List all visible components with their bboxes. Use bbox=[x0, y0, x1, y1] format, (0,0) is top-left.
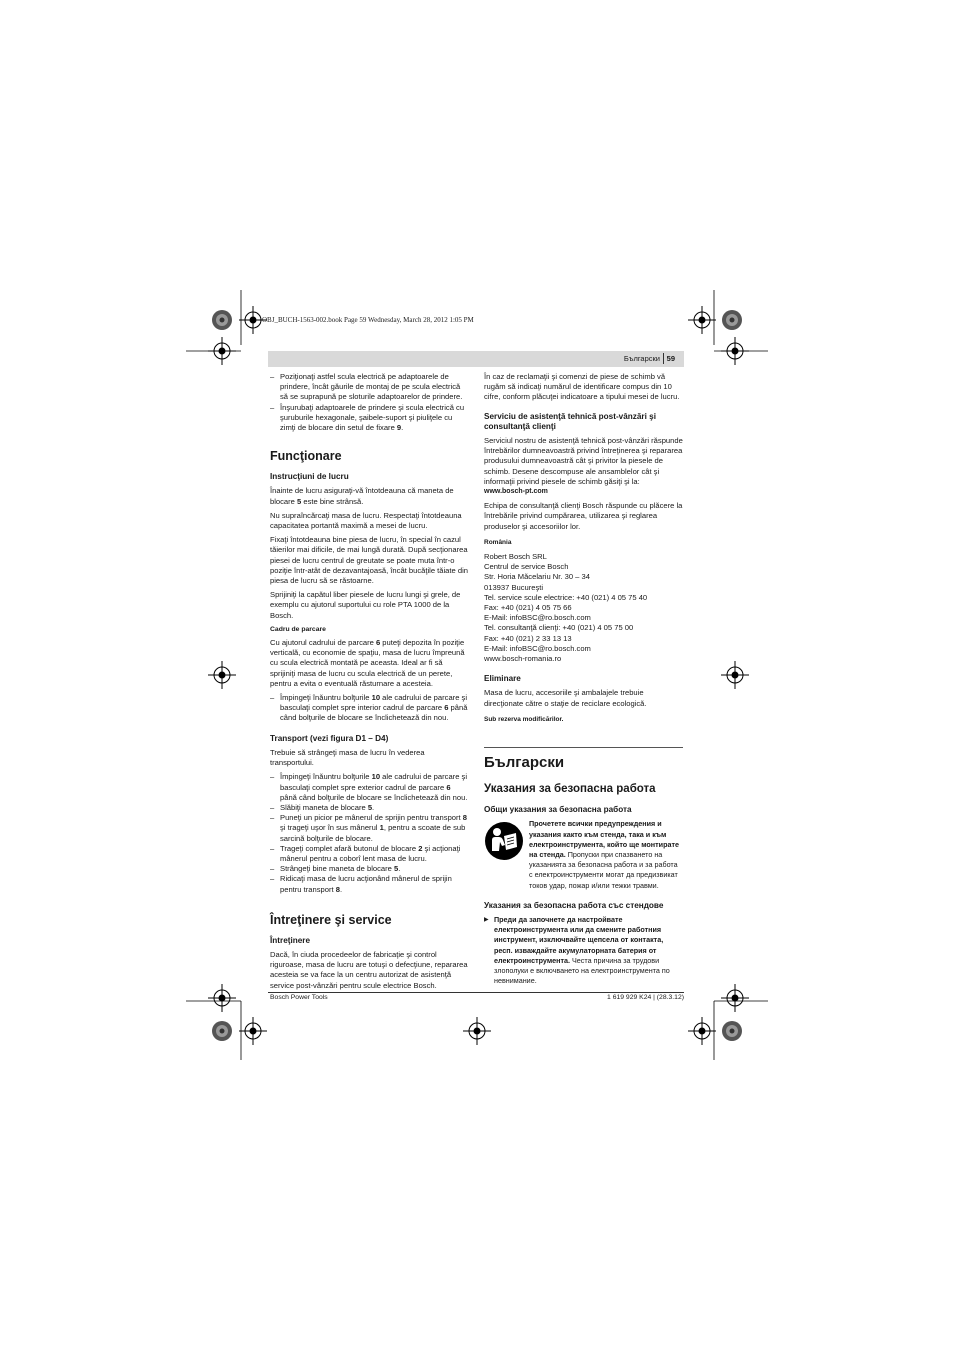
heading-romania: România bbox=[484, 538, 512, 546]
list-item: – Împingeţi înăuntru bolţurile 10 ale cadrului de parcare şi basculaţi complet spre exterior cadrul de parcare 6 până când bolţurile de blocare se înclichetează din nou. bbox=[270, 772, 469, 803]
warning-bold-text: Прочетете всички предупреждения и указания както към стенда, така и към електроинструмента, който ще монтирате на стенда. bbox=[529, 819, 679, 859]
heading-stendove: Указания за безопасна работа със стендове bbox=[484, 900, 664, 910]
book-info: OBJ_BUCH-1563-002.book Page 59 Wednesday, March 28, 2012 1:05 PM bbox=[262, 316, 474, 324]
address-line: Robert Bosch SRL bbox=[484, 552, 547, 562]
address-line: E-Mail: infoBSC@ro.bosch.com bbox=[484, 613, 591, 623]
address-line: Tel. service scule electrice: +40 (021) 4 05 75 40 bbox=[484, 592, 648, 602]
paragraph: Dacă, în ciuda procedeelor de fabricaţie şi control riguroase, masa de lucru are totuşi o defecţiune, repararea acesteia se va face la un centru autorizat de asistenţă service post-vânzări pentru scule electrice Bosch. bbox=[270, 949, 468, 990]
address-line: Centrul de service Bosch bbox=[484, 562, 569, 572]
bosch-pt-link[interactable]: www.bosch-pt.com bbox=[484, 488, 548, 496]
heading-instructiuni: Instrucţiuni de lucru bbox=[270, 472, 349, 482]
header-language: Български bbox=[623, 354, 660, 363]
right-column bbox=[484, 372, 683, 986]
paragraph: Cu ajutorul cadrului de parcare 6 puteţi depozita în poziţie verticală, cu economie de spaţiu, masa de lucru împreună cu scula electrică montată pe aceasta. Ideal ar fi să sprijiniţi masa de lucru cu scula electrică de un perete, pentru a evita o eventuală răsturnare a acesteia. bbox=[270, 638, 465, 688]
heading-obshti: Общи указания за безопасна работа bbox=[484, 805, 632, 815]
footer-doc-code: 1 619 929 K24 | (28.3.12) bbox=[607, 994, 684, 1001]
header-separator bbox=[663, 353, 664, 364]
footer-rule bbox=[268, 992, 684, 993]
list-item: – Slăbiţi maneta de blocare 5. bbox=[270, 803, 469, 813]
address-line: www.bosch-romania.ro bbox=[484, 654, 562, 664]
heading-bulgarian: Български bbox=[484, 754, 565, 772]
address-line: 013937 Bucureşti bbox=[484, 582, 544, 592]
list-item: – Puneţi un picior pe mânerul de sprijin pentru transport 8 şi trageţi uşor în sus mânerul 1, pentru a scoate de sub sarcină bolţurile de blocare. bbox=[270, 813, 469, 844]
section-divider bbox=[484, 747, 683, 748]
heading-intretinere: Întreţinere bbox=[270, 935, 311, 945]
sub-rezerva-note: Sub rezerva modificărilor. bbox=[484, 715, 564, 723]
heading-eliminare: Eliminare bbox=[484, 674, 521, 684]
warning-text: Пропуски при спазването на указанията за безопасна работа и за работа с електроинструменти могат да предизвикат токов удар, пожар и/или тежки травми. bbox=[529, 849, 678, 890]
list-item: – Împingeţi înăuntru bolţurile 10 ale cadrului de parcare şi basculaţi complet spre interior cadrul de parcare 6 până când bolţurile de blocare se înclichetează din nou. bbox=[270, 693, 469, 724]
address-line: Fax: +40 (021) 2 33 13 13 bbox=[484, 633, 572, 643]
page-number: 59 bbox=[666, 354, 675, 363]
address-line: Str. Horia Măcelariu Nr. 30 – 34 bbox=[484, 572, 590, 582]
paragraph: În caz de reclamaţii şi comenzi de piese de schimb vă rugăm să indicaţi numărul de identificare compus din 10 cifre, conform plăcuţei indicatoare a tipului mesei de lucru. bbox=[484, 372, 680, 402]
read-manual-icon bbox=[484, 821, 524, 861]
list-item: – Strângeţi bine maneta de blocare 5. bbox=[270, 864, 469, 874]
address-line: E-Mail: infoBSC@ro.bosch.com bbox=[484, 643, 591, 653]
left-column bbox=[270, 372, 469, 995]
list-item: – Ridicaţi masa de lucru acţionând mânerul de sprijin pentru transport 8. bbox=[270, 874, 469, 894]
paragraph: Echipa de consultanţă clienţi Bosch răspunde cu plăcere la întrebările privind cumpărarea, utilizarea şi reglarea produselor şi accesoriilor lor. bbox=[484, 501, 683, 531]
paragraph: Înainte de lucru asiguraţi-vă întotdeauna că maneta de blocare 5 este bine strânsă. bbox=[270, 486, 454, 506]
heading-transport: Transport (vezi figura D1 – D4) bbox=[270, 733, 389, 743]
paragraph: Serviciul nostru de asistenţă tehnică post-vânzări răspunde întrebărilor dumneavoastră privind întreţinerea şi repararea produsului dumneavoastră cât şi privitor la piesele de schimb. Desene descompuse ale ansamblelor cât şi informaţii privind piesele de schimb găsiţi şi la: bbox=[484, 436, 683, 486]
heading-serviciu: Serviciu de asistenţă tehnică post-vânzări şi consultanţă clienţi bbox=[484, 411, 657, 431]
footer-brand: Bosch Power Tools bbox=[270, 994, 328, 1001]
paragraph: Fixaţi întotdeauna bine piesa de lucru, în special în cazul tăierilor mai dificile, de mai lungă durată. După secţionarea piesei de lucru centrul de greutate se poate muta într-o poziţie într-atât de dezavantajoasă, încât bucăţile tăiate din piesa de lucru să se răstoarne. bbox=[270, 535, 468, 586]
heading-cadru: Cadru de parcare bbox=[270, 625, 326, 633]
list-item: ▶ Преди да започнете да настройвате електроинструмента или да смените работния инструмент, изключвайте щепсела от контакта, респ. изваждайте акумулаторната батерия от електроинструмента. Честа причина за трудови злополуки е включването на електроинструмента по невнимание. bbox=[484, 915, 683, 986]
heading-intretinere-service: Întreţinere şi service bbox=[270, 912, 392, 927]
paragraph: Nu supraîncărcaţi masa de lucru. Respectaţi întotdeauna capacitatea portantă maximă a mesei de lucru. bbox=[270, 510, 462, 531]
paragraph: Trebuie să strângeţi masa de lucru în vederea transportului. bbox=[270, 747, 425, 768]
heading-functionare: Funcţionare bbox=[270, 449, 342, 464]
warning-block bbox=[484, 819, 683, 890]
list-item: – Poziţionaţi astfel scula electrică pe adaptoarele de prindere, încât găurile de montaj de pe scula electrică să se suprapună pe sloturile adaptoarelor de prindere. bbox=[270, 372, 469, 403]
address-line: Fax: +40 (021) 4 05 75 66 bbox=[484, 603, 572, 613]
list-item: – Trageţi complet afară butonul de blocare 2 şi acţionaţi mânerul pentru a coborî lent masa de lucru. bbox=[270, 844, 469, 864]
paragraph: Masa de lucru, accesoriile şi ambalajele trebuie direcţionate către o staţie de reciclare ecologică. bbox=[484, 688, 647, 708]
address-line: Tel. consultanţă clienţi: +40 (021) 4 05 75 00 bbox=[484, 623, 634, 633]
heading-ukazania: Указания за безопасна работа bbox=[484, 783, 656, 796]
paragraph: Sprijiniţi la capătul liber piesele de lucru lungi şi grele, de exemplu cu ajutorul suportului cu role PTA 1000 de la Bosch. bbox=[270, 590, 461, 620]
list-item: – Înşurubaţi adaptoarele de prindere şi scula electrică cu şuruburile hexagonale, şaibele-suport şi piuliţele cu zimţi de blocare din setul de fixare 9. bbox=[270, 403, 469, 434]
page-header-bar bbox=[268, 351, 684, 367]
